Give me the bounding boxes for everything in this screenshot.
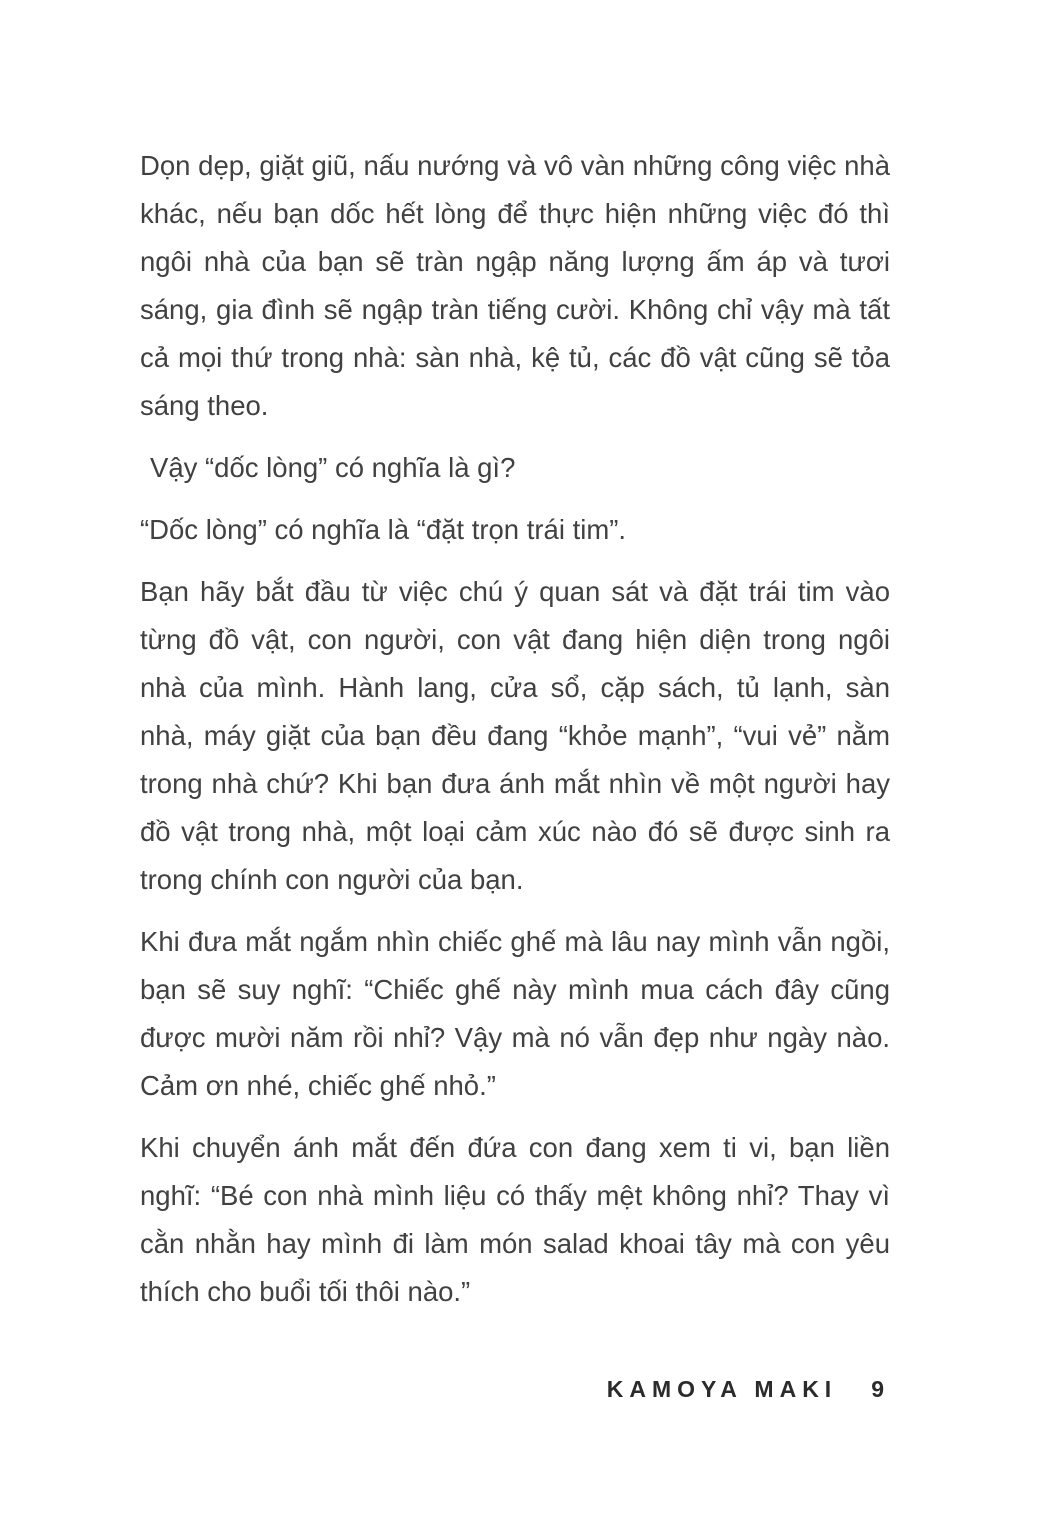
paragraph: Khi đưa mắt ngắm nhìn chiếc ghế mà lâu nay mình vẫn ngồi, bạn sẽ suy nghĩ: “Chiếc ghế này mình mua cách đây cũng được mười năm rồi nhỉ? Vậy mà nó vẫn đẹp như ngày nào. Cảm ơn nhé, chiếc ghế nhỏ.” [140, 926, 890, 1101]
paragraph: Dọn dẹp, giặt giũ, nấu nướng và vô vàn những công việc nhà khác, nếu bạn dốc hết lòng để thực hiện những việc đó thì ngôi nhà của bạn sẽ tràn ngập năng lượng ấm áp và tươi sáng, gia đình sẽ ngập tràn tiếng cười. Không chỉ vậy mà tất cả mọi thứ trong nhà: sàn nhà, kệ tủ, các đồ vật cũng sẽ tỏa sáng theo. [140, 150, 890, 421]
footer-author: KAMOYA MAKI [606, 1376, 838, 1402]
paragraph: “Dốc lòng” có nghĩa là “đặt trọn trái tim”. [140, 514, 627, 545]
paragraph: Vậy “dốc lòng” có nghĩa là gì? [150, 452, 516, 483]
body-text [140, 142, 890, 1316]
paragraph: Khi chuyển ánh mắt đến đứa con đang xem ti vi, bạn liền nghĩ: “Bé con nhà mình liệu có thấy mệt không nhỉ? Thay vì cằn nhằn hay mình đi làm món salad khoai tây mà con yêu thích cho buổi tối thôi nào.” [140, 1132, 890, 1307]
page-number: 9 [871, 1376, 890, 1402]
paragraph: Bạn hãy bắt đầu từ việc chú ý quan sát và đặt trái tim vào từng đồ vật, con người, con vật đang hiện diện trong ngôi nhà của mình. Hành lang, cửa sổ, cặp sách, tủ lạnh, sàn nhà, máy giặt của bạn đều đang “khỏe mạnh”, “vui vẻ” nằm trong nhà chứ? Khi bạn đưa ánh mắt nhìn về một người hay đồ vật trong nhà, một loại cảm xúc nào đó sẽ được sinh ra trong chính con người của bạn. [140, 576, 890, 895]
page-footer [607, 1376, 890, 1403]
